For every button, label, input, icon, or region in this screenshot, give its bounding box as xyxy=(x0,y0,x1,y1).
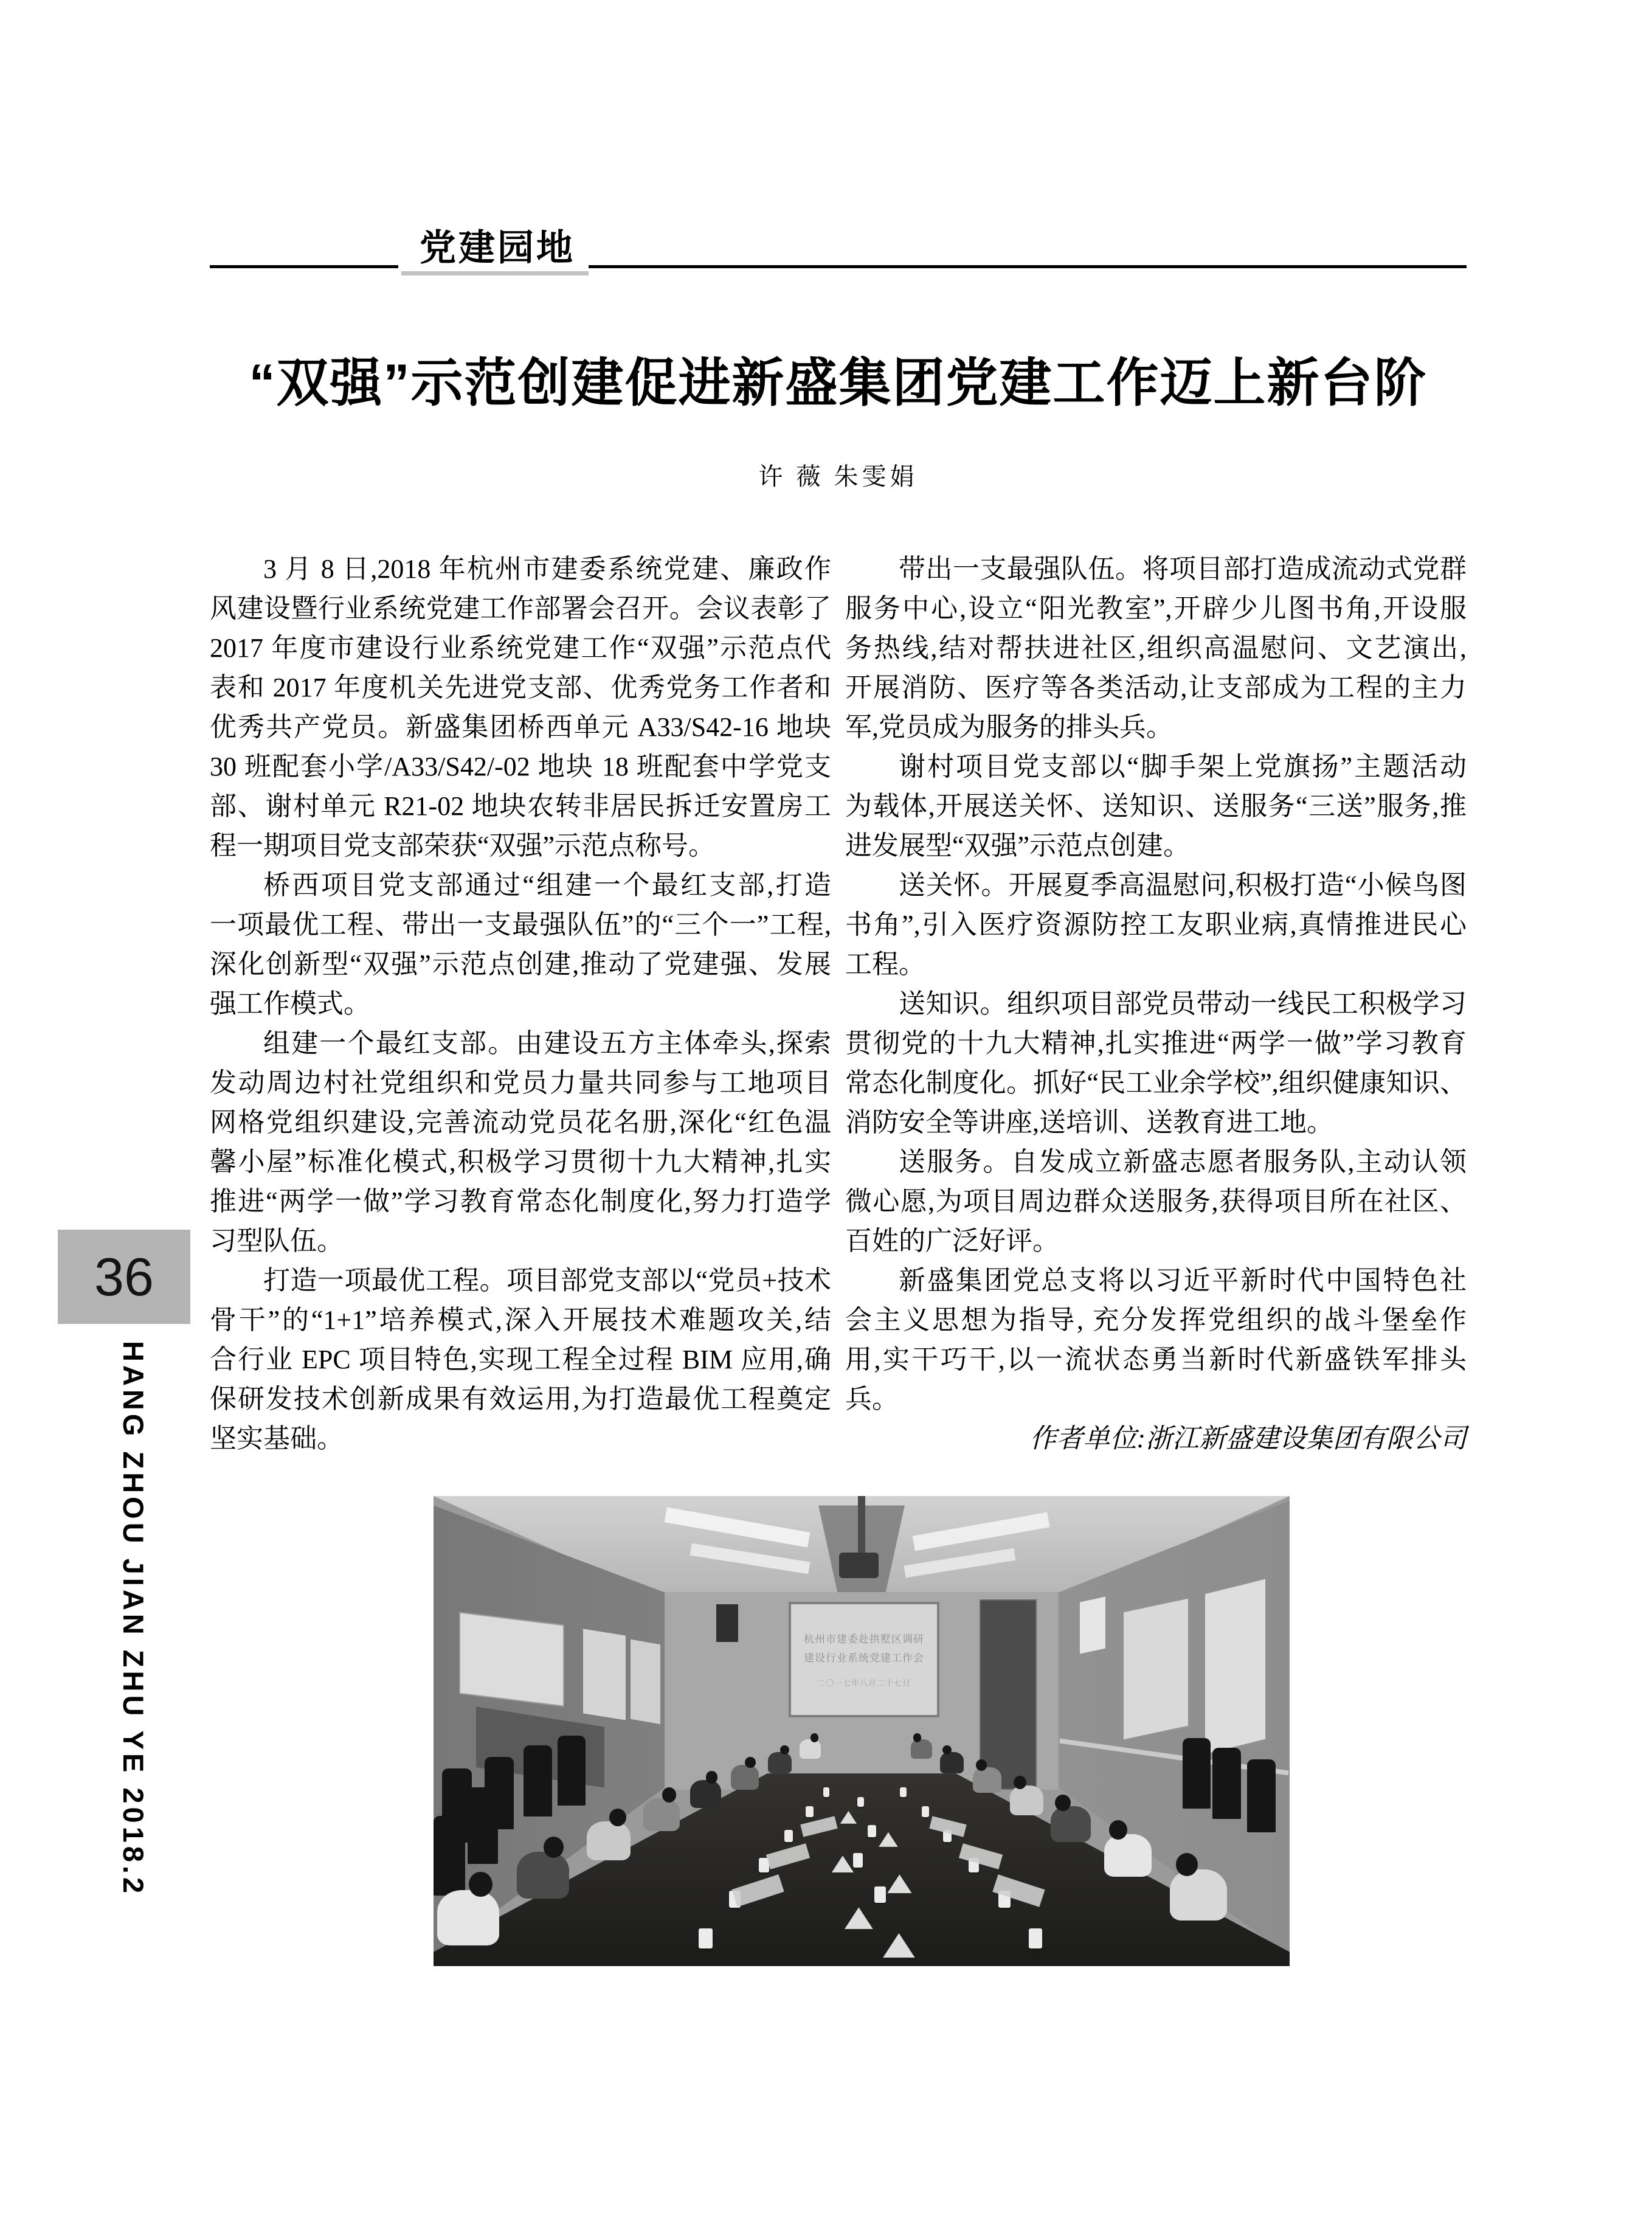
person-torso xyxy=(800,1739,821,1759)
person-torso xyxy=(1170,1869,1227,1920)
text-line: 工程。 xyxy=(845,949,925,979)
header-rule-right xyxy=(589,265,1467,268)
teacup xyxy=(900,1787,907,1796)
person-torso xyxy=(731,1765,758,1790)
slide-title-line1: 杭州市建委赴拱墅区调研 xyxy=(803,1633,924,1646)
right-wall-poster-2 xyxy=(1204,1578,1267,1755)
text-line: 发动周边村社党组织和党员力量共同参与工地项目 xyxy=(210,1068,831,1098)
text-line: 网格党组织建设,完善流动党员花名册,深化“红色温 xyxy=(210,1107,831,1137)
text-line: 馨小屋”标准化模式,积极学习贯彻十九大精神,扎实 xyxy=(210,1147,831,1177)
text-line: 风建设暨行业系统党建工作部署会召开。会议表彰了 xyxy=(210,594,831,623)
text-line: 优秀共产党员。新盛集团桥西单元 A33/S42-16 地块 xyxy=(210,712,831,742)
person-head xyxy=(976,1759,987,1771)
teacup xyxy=(853,1853,863,1867)
person-torso xyxy=(1051,1806,1091,1843)
text-line: 30 班配套小学/A33/S42/-02 地块 18 班配套中学党支 xyxy=(210,752,831,781)
text-line: 会主义思想为指导, 充分发挥党组织的战斗堡垒作 xyxy=(845,1305,1467,1335)
person-head xyxy=(544,1837,564,1858)
text-line: 进发展型“双强”示范点创建。 xyxy=(845,831,1191,861)
page-number: 36 xyxy=(94,1246,154,1307)
text-line: 兵。 xyxy=(845,1384,899,1414)
teacup xyxy=(857,1797,864,1807)
text-line: 2017 年度市建设行业系统党建工作“双强”示范点代 xyxy=(210,633,831,663)
person-head xyxy=(609,1809,626,1826)
page-number-box xyxy=(58,1230,190,1324)
person-head xyxy=(810,1733,819,1742)
text-line: 务热线,结对帮扶进社区,组织高温慰问、文艺演出, xyxy=(845,633,1467,663)
right-column xyxy=(845,549,1467,1458)
teacup xyxy=(699,1928,713,1948)
text-line: 百姓的广泛好评。 xyxy=(845,1226,1059,1256)
text-line: 作者单位:浙江新盛建设集团有限公司 xyxy=(1029,1424,1467,1453)
left-wall-poster xyxy=(583,1629,626,1720)
section-label-underline xyxy=(401,271,589,275)
text-line: 常态化制度化。抓好“民工业余学校”,组织健康知识、 xyxy=(845,1068,1467,1098)
text-line: 打造一项最优工程。项目部党支部以“党员+技术 xyxy=(263,1266,831,1295)
chair xyxy=(524,1745,552,1817)
left-wall-poster-2 xyxy=(631,1639,660,1724)
person-head xyxy=(1055,1795,1071,1811)
article-title: “双强”示范创建促进新盛集团党建工作迈上新台阶 xyxy=(249,354,1428,412)
person-head xyxy=(469,1872,492,1897)
person-torso xyxy=(690,1780,721,1808)
slide-date: 二〇一七年八月二十七日 xyxy=(817,1678,911,1688)
text-line: 表和 2017 年度机关先进党支部、优秀党务工作者和 xyxy=(210,673,831,702)
person-head xyxy=(662,1787,676,1803)
projector-pole xyxy=(858,1496,865,1557)
text-line: 送服务。自发成立新盛志愿者服务队,主动认领 xyxy=(899,1147,1467,1177)
person-head xyxy=(745,1757,755,1768)
text-line: 用,实干巧干,以一流状态勇当新时代新盛铁军排头 xyxy=(845,1345,1467,1374)
person-torso xyxy=(1104,1834,1152,1877)
text-line: 消防安全等讲座,送培训、送教育进工地。 xyxy=(845,1107,1333,1137)
teacup xyxy=(922,1806,929,1817)
person-torso xyxy=(643,1798,680,1832)
text-line: 保研发技术创新成果有效运用,为打造最优工程奠定 xyxy=(210,1384,831,1414)
chair xyxy=(558,1736,586,1806)
projection-screen xyxy=(789,1602,939,1717)
person-torso xyxy=(1010,1785,1043,1815)
text-line: 组建一个最红支部。由建设五方主体牵头,探索 xyxy=(263,1028,831,1058)
chair xyxy=(1183,1738,1211,1808)
text-line: 一项最优工程、带出一支最强队伍”的“三个一”工程, xyxy=(210,910,831,940)
text-line: 谢村项目党支部以“脚手架上党旗扬”主题活动 xyxy=(899,752,1467,781)
text-line: 深化创新型“双强”示范点创建,推动了党建强、发展 xyxy=(210,949,831,979)
text-line: 部、谢村单元 R21-02 地块农转非居民拆迁安置房工 xyxy=(210,791,831,821)
person-torso xyxy=(973,1767,1001,1793)
text-line: 程一期项目党支部荣获“双强”示范点称号。 xyxy=(210,831,716,861)
person-torso xyxy=(911,1739,932,1759)
person-torso xyxy=(940,1752,964,1773)
person-head xyxy=(780,1745,789,1755)
left-column xyxy=(210,549,831,1458)
person-torso xyxy=(768,1752,792,1773)
left-wall-whiteboard xyxy=(459,1612,564,1707)
teacup xyxy=(874,1886,886,1903)
text-line: 习型队伍。 xyxy=(210,1226,344,1256)
slide-title-line2: 建设行业系统党建工作会 xyxy=(803,1652,924,1664)
text-line: 合行业 EPC 项目特色,实现工程全过程 BIM 应用,确 xyxy=(210,1345,831,1374)
article-authors: 许 薇 朱雯娟 xyxy=(758,463,918,490)
text-line: 坚实基础。 xyxy=(210,1424,344,1453)
journal-spine-text: HANG ZHOU JIAN ZHU YE 2018.2 xyxy=(117,1341,150,1897)
text-line: 书角”,引入医疗资源防控工友职业病,真情推进民心 xyxy=(845,910,1467,940)
chair xyxy=(468,1787,498,1863)
text-line: 送知识。组织项目部党员带动一线民工积极学习 xyxy=(899,989,1467,1019)
left-wall-speaker xyxy=(716,1604,739,1642)
text-line: 桥西项目党支部通过“组建一个最红支部,打造 xyxy=(263,870,831,900)
text-line: 3 月 8 日,2018 年杭州市建委系统党建、廉政作 xyxy=(263,554,831,584)
teacup xyxy=(806,1806,813,1817)
text-line: 微心愿,为项目周边群众送服务,获得项目所在社区、 xyxy=(845,1186,1467,1216)
person-torso xyxy=(437,1890,499,1945)
text-line: 强工作模式。 xyxy=(210,989,370,1019)
chair xyxy=(1212,1748,1241,1819)
person-head xyxy=(913,1733,922,1742)
section-label: 党建园地 xyxy=(420,227,575,268)
right-wall-poster xyxy=(1122,1597,1189,1740)
text-line: 贯彻党的十九大精神,扎实推进“两学一做”学习教育 xyxy=(845,1028,1467,1058)
text-line: 骨干”的“1+1”培养模式,深入开展技术难题攻关,结 xyxy=(210,1305,831,1335)
teacup xyxy=(1029,1928,1043,1948)
text-line: 服务中心,设立“阳光教室”,开辟少儿图书角,开设服 xyxy=(845,594,1467,623)
person-head xyxy=(1014,1776,1026,1789)
text-line: 带出一支最强队伍。将项目部打造成流动式党群 xyxy=(899,554,1467,584)
teacup xyxy=(868,1825,876,1837)
right-wall-aircon xyxy=(1080,1597,1105,1654)
text-line: 开展消防、医疗等各类活动,让支部成为工程的主力 xyxy=(845,673,1467,702)
text-line: 新盛集团党总支将以习近平新时代中国特色社 xyxy=(899,1266,1467,1295)
text-line: 军,党员成为服务的排头兵。 xyxy=(845,712,1173,742)
teacup xyxy=(823,1787,830,1796)
person-torso xyxy=(517,1852,569,1899)
projector-body xyxy=(839,1553,879,1579)
person-torso xyxy=(587,1821,631,1860)
text-line: 为载体,开展送关怀、送知识、送服务“三送”服务,推 xyxy=(845,791,1467,821)
teacup xyxy=(784,1830,793,1843)
chair xyxy=(1247,1759,1276,1832)
meeting-room-door xyxy=(980,1599,1037,1790)
text-line: 推进“两学一做”学习教育常态化制度化,努力打造学 xyxy=(210,1186,831,1216)
meeting-photo xyxy=(434,1496,1290,1966)
header-rule-left xyxy=(210,265,398,268)
text-line: 送关怀。开展夏季高温慰问,积极打造“小候鸟图 xyxy=(899,870,1467,900)
chair xyxy=(434,1816,465,1896)
